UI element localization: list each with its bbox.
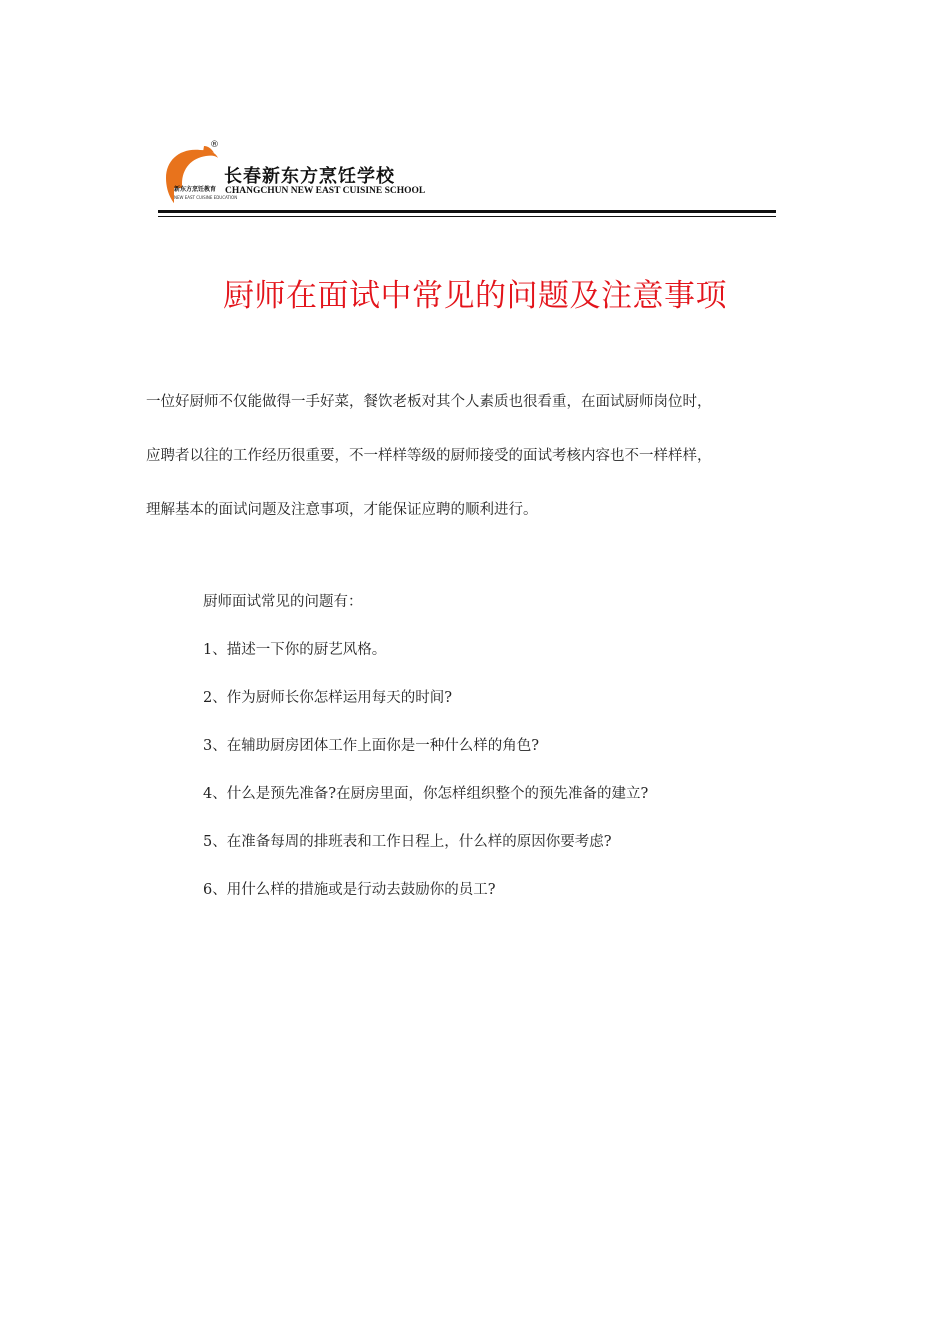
school-name-chinese: 长春新东方烹饪学校 [224, 166, 395, 187]
questions-section [203, 590, 803, 926]
school-name-english: CHANGCHUN NEW EAST CUISINE SCHOOL [225, 186, 426, 196]
school-logo [158, 140, 426, 212]
question-item: 1、描述一下你的厨艺风格。 [203, 642, 387, 658]
document-header [158, 140, 776, 222]
registered-mark: ® [210, 140, 219, 150]
chef-hat-logo-icon [160, 144, 238, 212]
questions-heading: 厨师面试常见的问题有： [203, 594, 363, 610]
header-rule-thin [158, 216, 776, 217]
logo-badge-text: 新东方烹饪教育 [174, 186, 217, 193]
question-item: 3、在辅助厨房团体工作上面你是一种什么样的角色? [203, 738, 539, 754]
intro-line: 一位好厨师不仅能做得一手好菜，餐饮老板对其个人素质也很看重，在面试厨师岗位时， [146, 394, 712, 410]
intro-paragraph [146, 388, 806, 550]
intro-line: 应聘者以往的工作经历很重要，不一样样等级的厨师接受的面试考核内容也不一样样样， [146, 448, 712, 464]
questions-list [203, 638, 803, 902]
question-item: 6、用什么样的措施或是行动去鼓励你的员工? [203, 882, 496, 898]
header-rule-thick [158, 210, 776, 213]
intro-line: 理解基本的面试问题及注意事项，才能保证应聘的顺利进行。 [146, 502, 538, 518]
logo-badge-subtext: NEW EAST CUISINE EDUCATION [174, 195, 238, 200]
question-item: 5、在准备每周的排班表和工作日程上，什么样的原因你要考虑? [203, 834, 612, 850]
question-item: 2、作为厨师长你怎样运用每天的时间? [203, 690, 452, 706]
question-item: 4、什么是预先准备?在厨房里面，你怎样组织整个的预先准备的建立? [203, 786, 649, 802]
document-title: 厨师在面试中常见的问题及注意事项 [223, 278, 727, 314]
